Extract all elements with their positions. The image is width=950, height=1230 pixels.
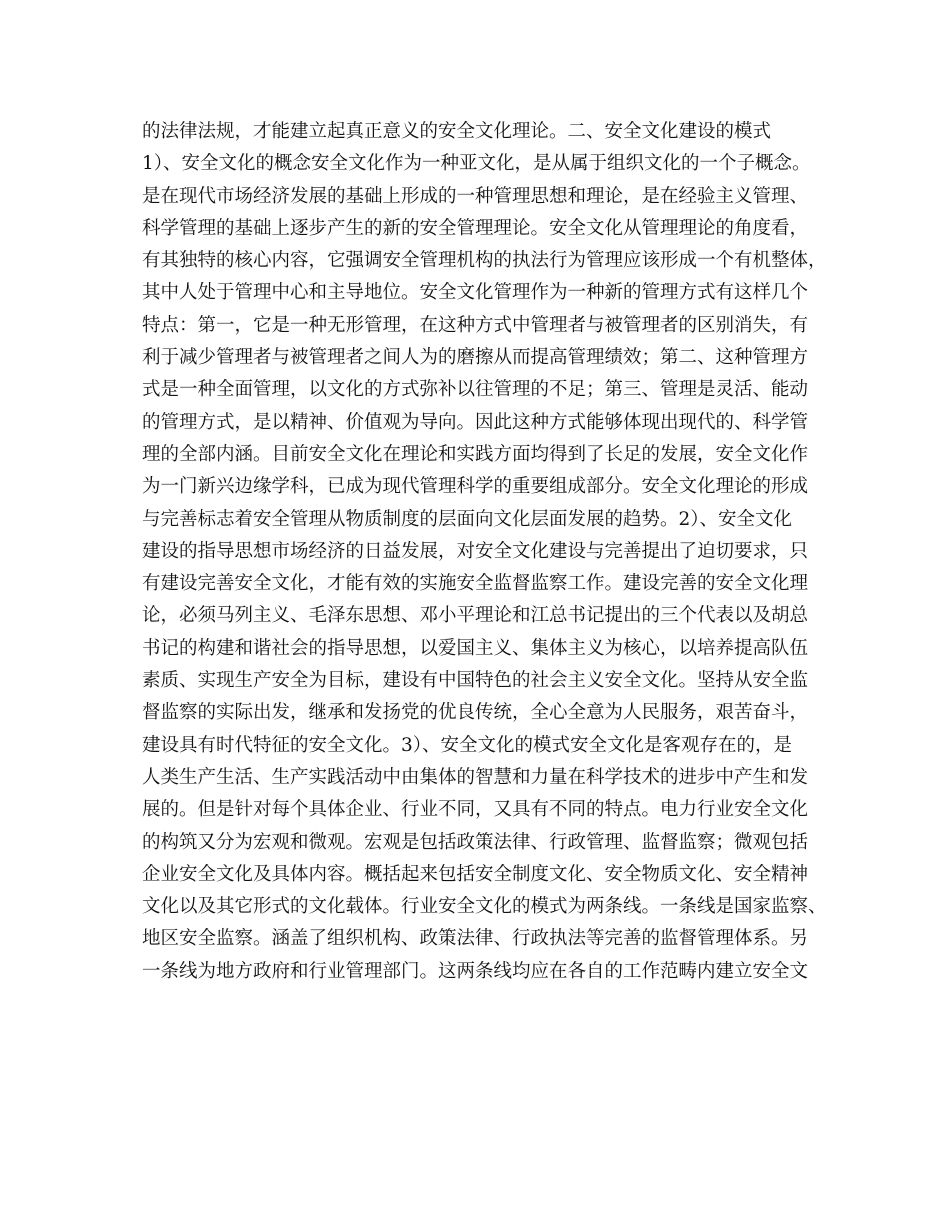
text-line: 督监察的实际出发，继承和发扬党的优良传统，全心全意为人民服务，艰苦奋斗， — [142, 702, 809, 724]
text-line: 是在现代市场经济发展的基础上形成的一种管理思想和理论，是在经验主义管理、 — [142, 185, 809, 207]
text-line: 的管理方式，是以精神、价值观为导向。因此这种方式能够体现出现代的、科学管 — [142, 411, 809, 433]
text-line: 素质、实现生产安全为目标，建设有中国特色的社会主义安全文化。坚持从安全监 — [142, 670, 809, 692]
text-line: 一条线为地方政府和行业管理部门。这两条线均应在各自的工作范畴内建立安全文 — [142, 960, 809, 982]
text-line: 利于减少管理者与被管理者之间人为的磨擦从而提高管理绩效；第二、这种管理方 — [142, 347, 809, 369]
text-line: 地区安全监察。涵盖了组织机构、政策法律、行政执法等完善的监督管理体系。另 — [142, 928, 809, 950]
text-line: 科学管理的基础上逐步产生的新的安全管理理论。安全文化从管理理论的角度看， — [142, 217, 809, 239]
text-line: 为一门新兴边缘学科，已成为现代管理科学的重要组成部分。安全文化理论的形成 — [142, 476, 809, 498]
text-line: 书记的构建和谐社会的指导思想，以爱国主义、集体主义为核心，以培养提高队伍 — [142, 637, 809, 659]
text-line: 文化以及其它形式的文化载体。行业安全文化的模式为两条线。一条线是国家监察、 — [142, 896, 827, 918]
text-line: 式是一种全面管理，以文化的方式弥补以往管理的不足；第三、管理是灵活、能动 — [142, 379, 809, 401]
body-text — [142, 116, 842, 988]
text-line: 建设的指导思想市场经济的日益发展，对安全文化建设与完善提出了迫切要求，只 — [142, 540, 809, 562]
text-line: 与完善标志着安全管理从物质制度的层面向文化层面发展的趋势。2）、安全文化 — [142, 508, 793, 530]
text-line: 理的全部内涵。目前安全文化在理论和实践方面均得到了长足的发展，安全文化作 — [142, 443, 809, 465]
text-line: 有其独特的核心内容，它强调安全管理机构的执法行为管理应该形成一个有机整体， — [142, 250, 827, 272]
text-line: 其中人处于管理中心和主导地位。安全文化管理作为一种新的管理方式有这样几个 — [142, 282, 809, 304]
text-line: 特点：第一，它是一种无形管理，在这种方式中管理者与被管理者的区别消失，有 — [142, 314, 809, 336]
text-line: 论，必须马列主义、毛泽东思想、邓小平理论和江总书记提出的三个代表以及胡总 — [142, 605, 809, 627]
text-line: 人类生产生活、生产实践活动中由集体的智慧和力量在科学技术的进步中产生和发 — [142, 766, 809, 788]
text-line: 的法律法规，才能建立起真正意义的安全文化理论。二、安全文化建设的模式 — [142, 121, 772, 142]
text-line: 有建设完善安全文化，才能有效的实施安全监督监察工作。建设完善的安全文化理 — [142, 573, 809, 595]
text-line: 1）、安全文化的概念安全文化作为一种亚文化，是从属于组织文化的一个子概念。 — [142, 153, 811, 175]
text-line: 的构筑又分为宏观和微观。宏观是包括政策法律、行政管理、监督监察；微观包括 — [142, 831, 809, 853]
text-line: 企业安全文化及具体内容。概括起来包括安全制度文化、安全物质文化、安全精神 — [142, 863, 809, 885]
text-line: 展的。但是针对每个具体企业、行业不同，又具有不同的特点。电力行业安全文化 — [142, 799, 809, 821]
text-line: 建设具有时代特征的安全文化。3）、安全文化的模式安全文化是客观存在的，是 — [142, 734, 793, 756]
